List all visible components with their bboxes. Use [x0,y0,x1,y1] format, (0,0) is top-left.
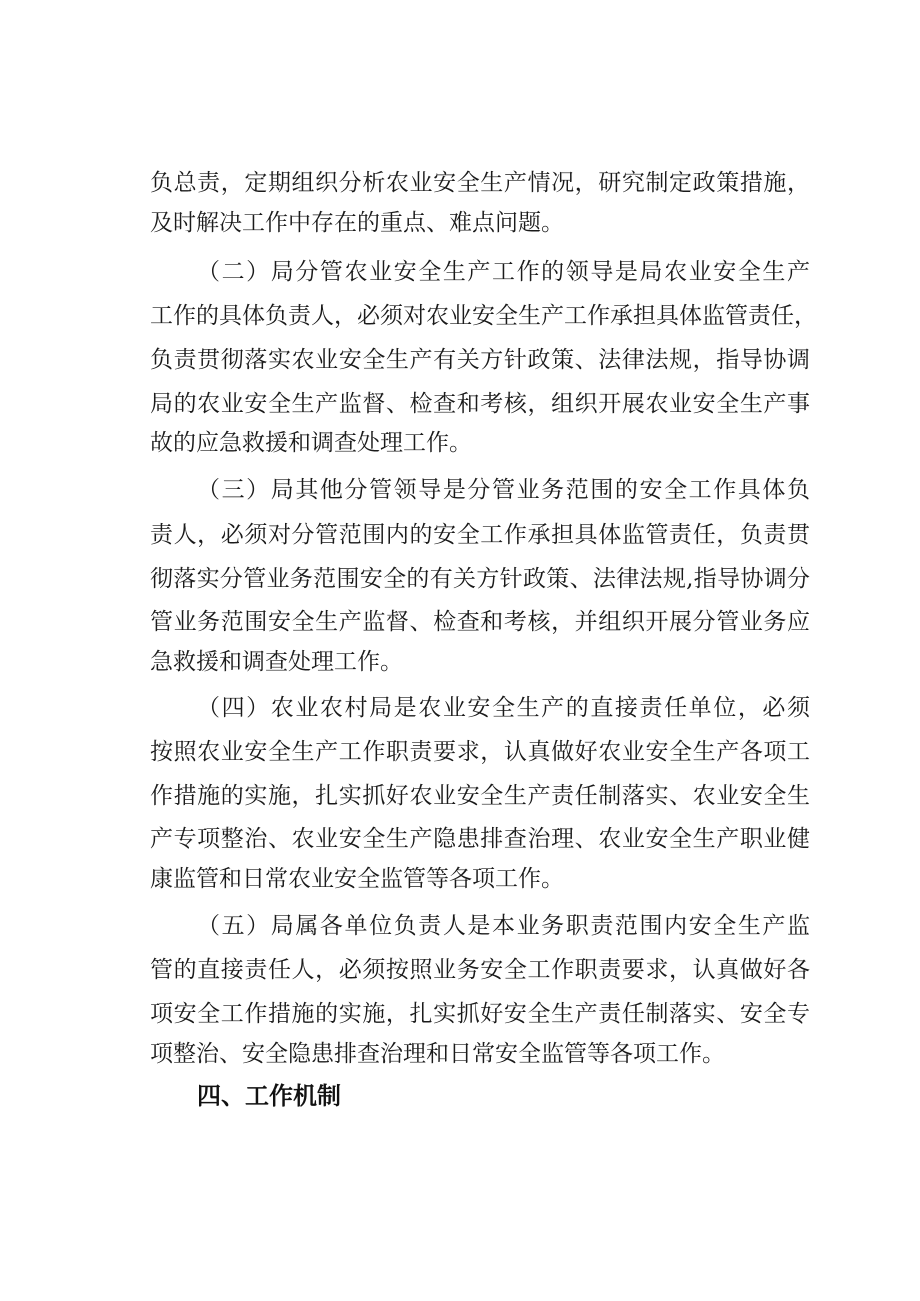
paragraph-line: （四）农业农村局是农业安全生产的直接责任单位，必须 [197,695,810,721]
paragraph-line: 故的应急救援和调查处理工作。 [150,430,472,456]
paragraph-line: （三）局其他分管领导是分管业务范围的安全工作具体负 [197,477,810,503]
paragraph-line: 责人，必须对分管范围内的安全工作承担具体监管责任，负责贯 [150,522,810,548]
paragraph-line: 管的直接责任人，必须按照业务安全工作职责要求，认真做好各 [150,957,810,983]
paragraph-line: 管业务范围安全生产监督、检查和考核，并组织开展分管业务应 [150,609,810,635]
paragraph-line: 局的农业安全生产监督、检查和考核，组织开展农业安全生产事 [150,391,810,417]
paragraph-line: 项整治、安全隐患排查治理和日常安全监管等各项工作。 [150,1041,725,1067]
paragraph-line: 彻落实分管业务范围安全的有关方针政策、法律法规,指导协调分 [150,566,810,592]
paragraph-line: 作措施的实施，扎实抓好农业安全生产责任制落实、农业安全生 [150,783,810,809]
paragraph-line: 按照农业安全生产工作职责要求，认真做好农业安全生产各项工 [150,739,810,765]
paragraph-line: 及时解决工作中存在的重点、难点问题。 [150,210,564,236]
paragraph-line: （五）局属各单位负责人是本业务职责范围内安全生产监 [197,913,810,939]
paragraph-line: 工作的具体负责人，必须对农业安全生产工作承担具体监管责任， [150,303,817,329]
paragraph-line: 项安全工作措施的实施，扎实抓好安全生产责任制落实、安全专 [150,1001,810,1027]
paragraph-line: 负总责，定期组织分析农业安全生产情况，研究制定政策措施， [150,170,810,196]
paragraph-line: 负责贯彻落实农业安全生产有关方针政策、法律法规，指导协调 [150,347,810,373]
paragraph-line: （二）局分管农业安全生产工作的领导是局农业安全生产 [197,259,810,285]
paragraph-line: 产专项整治、农业安全生产隐患排查治理、农业安全生产职业健 [150,826,810,852]
section-heading: 四、工作机制 [197,1082,341,1110]
paragraph-line: 康监管和日常农业安全监管等各项工作。 [150,866,564,892]
paragraph-line: 急救援和调查处理工作。 [150,649,403,675]
